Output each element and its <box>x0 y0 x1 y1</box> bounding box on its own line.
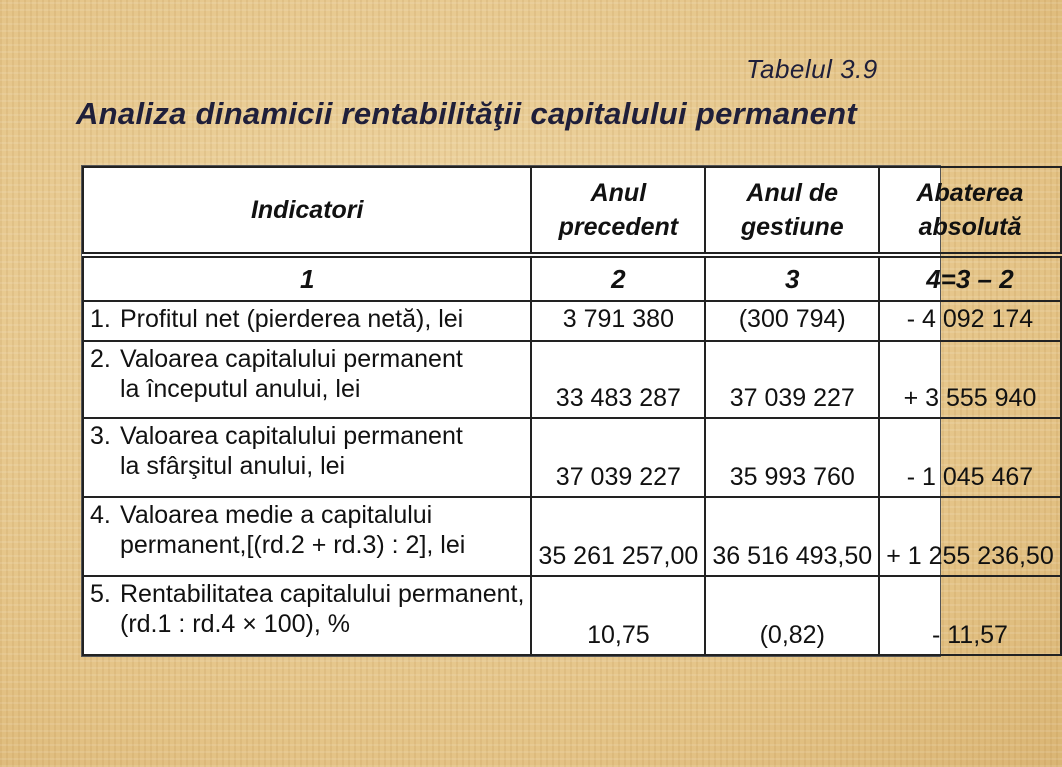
header-indicatori <box>83 167 531 255</box>
indicator-text: la începutul anului, lei <box>120 374 361 403</box>
header-line: precedent <box>558 213 679 241</box>
absolute-deviation-value: - 11,57 <box>879 576 1061 655</box>
table-row <box>83 576 1061 655</box>
header-line: absolută <box>918 213 1022 241</box>
slide-title: Analiza dinamicii rentabilităţii capitalului permanent <box>76 96 858 131</box>
indicator-cell <box>83 576 531 655</box>
table-row <box>83 497 1061 576</box>
current-year-value: (0,82) <box>705 576 879 655</box>
indicator-text: (rd.1 : rd.4 × 100), % <box>120 609 350 638</box>
table-number-label: Tabelul 3.9 <box>746 54 878 84</box>
prev-year-value: 37 039 227 <box>531 418 705 497</box>
row-number: 4. <box>90 500 111 529</box>
indicator-text: Valoarea capitalului permanent <box>120 344 463 373</box>
profitability-table <box>82 166 1062 656</box>
header-abaterea-absoluta <box>879 167 1061 255</box>
indicator-text: permanent,[(rd.2 + rd.3) : 2], lei <box>120 530 466 559</box>
header-anul-de-gestiune <box>705 167 879 255</box>
header-row <box>83 167 1061 255</box>
indicator-cell <box>83 301 531 341</box>
current-year-value: 36 516 493,50 <box>705 497 879 576</box>
absolute-deviation-value: - 1 045 467 <box>879 418 1061 497</box>
column-number: 4=3 – 2 <box>879 255 1061 301</box>
header-line: Anul <box>590 179 647 207</box>
current-year-value: 37 039 227 <box>705 341 879 418</box>
prev-year-value: 10,75 <box>531 576 705 655</box>
header-anul-precedent <box>531 167 705 255</box>
column-number-row <box>83 255 1061 301</box>
indicator-cell <box>83 497 531 576</box>
column-number: 2 <box>531 255 705 301</box>
row-number: 1. <box>90 305 111 333</box>
indicator-cell <box>83 341 531 418</box>
data-table-container <box>82 166 1054 656</box>
header-line: Anul de <box>746 179 839 207</box>
row-number: 3. <box>90 421 111 450</box>
row-number: 2. <box>90 344 111 373</box>
table-row <box>83 301 1061 341</box>
absolute-deviation-value: + 1 255 236,50 <box>879 497 1061 576</box>
table-row <box>83 341 1061 418</box>
absolute-deviation-value: - 4 092 174 <box>879 301 1061 341</box>
row-number: 5. <box>90 579 111 608</box>
absolute-deviation-value: + 3 555 940 <box>879 341 1061 418</box>
column-number: 3 <box>705 255 879 301</box>
column-number: 1 <box>83 255 531 301</box>
prev-year-value: 3 791 380 <box>531 301 705 341</box>
indicator-text: Valoarea medie a capitalului <box>120 500 433 529</box>
table-row <box>83 418 1061 497</box>
header-line: gestiune <box>740 213 844 241</box>
prev-year-value: 35 261 257,00 <box>531 497 705 576</box>
indicator-cell <box>83 418 531 497</box>
header-indicatori-label: Indicatori <box>250 196 364 224</box>
indicator-text: la sfârşitul anului, lei <box>120 451 346 480</box>
indicator-text: Rentabilitatea capitalului permanent, <box>120 579 525 608</box>
header-line: Abaterea <box>916 179 1024 207</box>
current-year-value: 35 993 760 <box>705 418 879 497</box>
prev-year-value: 33 483 287 <box>531 341 705 418</box>
indicator-text: Valoarea capitalului permanent <box>120 421 463 450</box>
current-year-value: (300 794) <box>705 301 879 341</box>
indicator-text: Profitul net (pierderea netă), lei <box>120 305 464 333</box>
